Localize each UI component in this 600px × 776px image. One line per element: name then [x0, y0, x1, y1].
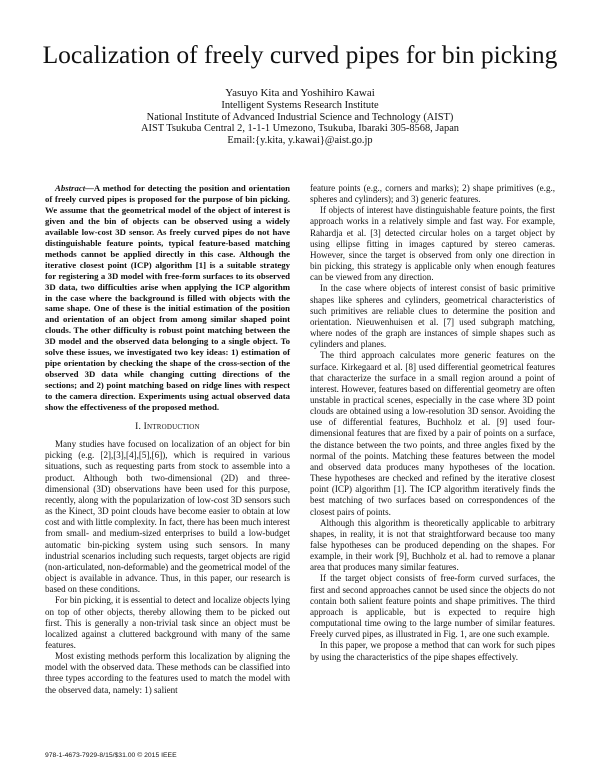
copyright-footer: 978-1-4673-7929-8/15/$31.00 © 2015 IEEE [45, 752, 177, 759]
affiliation-line: AIST Tsukuba Central 2, 1-1-1 Umezono, Tsukuba, Ibaraki 305-8568, Japan [141, 123, 459, 135]
body-paragraph: If objects of interest have distinguishable feature points, the first approach works in a relatively simple and fast way. For example, Rahardja et al. [3] detected circular holes on a target object by using ellipse fitting in images captured by stereo cameras. However, since the target is observed from only one direction in bin picking, this strategy is applicable only when enough features can be viewed from any direction. [310, 205, 555, 283]
abstract [45, 183, 290, 413]
abstract-text: —A method for detecting the position and orientation of freely curved pipes is proposed for the purpose of bin picking. We assume that the geometrical model of the object of interest is given and the bin of objects can be observed using a widely available low-cost 3D sensor. As freely curved pipes do not have distinguishable feature points, typical feature-based matching methods cannot be applied directly in this case. Although the iterative closest point (ICP) algorithm [1] is a suitable strategy for registering a 3D model with free-form surfaces to its observed 3D data, two difficulties arise when applying the ICP algorithm in the case where the background is filled with objects with the same shape. One of these is the initial estimation of the position and orientation of an object from among similar shaped point clouds. The other difficulty is robust point matching between the 3D model and the observed data belonging to a single object. To solve these issues, we investigated two key ideas: 1) estimation of pipe orientation by checking the shape of the cross-section of the observed 3D data while changing cutting directions of the sections; and 2) point matching based on ridge lines with respect to the camera direction. Experiments using actual observed data show the effectiveness of the proposed method. [45, 183, 290, 413]
body-paragraph: feature points (e.g., corners and marks); 2) shape primitives (e.g., spheres and cylinders); and 3) generic features. [310, 183, 555, 205]
body-paragraph: In this paper, we propose a method that can work for such pipes by using the characteristics of the pipe shapes effectively. [310, 640, 555, 662]
body-paragraph: If the target object consists of free-form curved surfaces, the first and second approaches cannot be used since the objects do not contain both salient feature points and shape primitives. The third approach is applicable, but is expected to require high computational time owing to the large number of similar features. Freely curved pipes, as illustrated in Fig. 1, are one such example. [310, 573, 555, 640]
section-heading: I. Introduction [135, 422, 200, 433]
body-paragraph: Most existing methods perform this localization by aligning the model with the observed data. These methods can be classified into three types according to the features used to match the model with the observed data, namely: 1) salient [45, 651, 290, 695]
affiliation-line: National Institute of Advanced Industrial Science and Technology (AIST) [146, 111, 454, 123]
paper-title: Localization of freely curved pipes for bin picking [42, 40, 558, 69]
author-email: Email:{y.kita, y.kawai}@aist.go.jp [227, 134, 373, 146]
right-column [310, 183, 555, 663]
body-paragraph: The third approach calculates more generic features on the surface. Kirkegaard et al. [8] used differential geometrical features that characterize the surface in a small region around a point of interest. However, features based on differential geometry are often unstable in practical scenes, especially in the case where 3D point clouds are obtained using a low-resolution 3D sensor. Avoiding the use of differential features, Buchholz et al. [9] used four-dimensional features that are fixed by a pair of points on a surface, the distance between the two points, and three angles fixed by the normal of the points. Matching these features between the model and observed data produces many hypotheses of the location. These hypotheses are checked and refined by the iterative closest point (ICP) algorithm [1]. The ICP algorithm iteratively finds the best matching of two surfaces based on correspondences of the closest pairs of points. [310, 350, 555, 517]
body-paragraph: For bin picking, it is essential to detect and localize objects lying on top of other objects, thereby allowing them to be picked out first. This is generally a non-trivial task since an object must be localized against a cluttered background with many of the same features. [45, 595, 290, 650]
affiliation-line: Intelligent Systems Research Institute [221, 100, 379, 111]
body-paragraph: In the case where objects of interest consist of basic primitive shapes like spheres and cylinders, geometrical characteristics of such primitives are reliable clues to determine the position and orientation. Nieuwenhuisen et al. [7] used subgraph matching, where nodes of the graph are instances of simple shapes such as cylinders and planes. [310, 283, 555, 350]
body-paragraph: Many studies have focused on localization of an object for bin picking (e.g. [2],[3],[4],[5],[6]), which is required in various situations, such as requesting parts from stock to assemble into a product. Although both two-dimensional (2D) and three-dimensional (3D) observations have been used for this purpose, recently, along with the popularization of low-cost 3D sensors such as the Kinect, 3D point clouds have become easier to obtain at low cost and with little complexity. In fact, there has been much interest from small- and medium-sized enterprises to build a low-budget automatic bin-picking system using such sensors. In many industrial scenarios including such requests, target objects are rigid (non-articulated, non-deformable) and the geometrical model of the object is available in advance. Thus, in this paper, our research is based on these conditions. [45, 439, 290, 595]
author-block [0, 86, 600, 146]
author-names: Yasuyo Kita and Yoshihiro Kawai [225, 87, 375, 99]
left-column [45, 183, 290, 696]
body-paragraph: Although this algorithm is theoretically applicable to arbitrary shapes, in reality, it is not that straightforward because too many false hypotheses can be produced depending on the shapes. For example, in their work [9], Buchholz et al. had to remove a planar area that produces many similar features. [310, 517, 555, 573]
abstract-label: Abstract [55, 183, 86, 193]
